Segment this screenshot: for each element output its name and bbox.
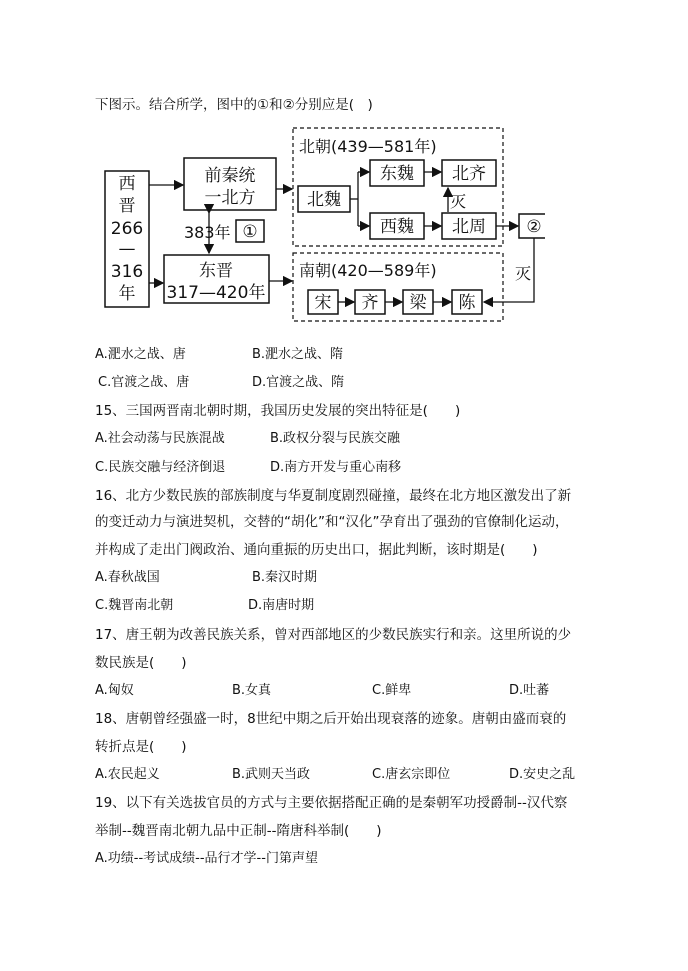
dongjin-years: 317—420年	[166, 283, 266, 303]
q17-option-a: A.匈奴	[95, 683, 134, 698]
xijin-char-1: 西	[118, 174, 136, 194]
chen: 陈	[458, 293, 476, 313]
q17-stem-line-2: 数民族是( )	[95, 655, 187, 671]
q16-option-a: A.春秋战国	[95, 570, 160, 585]
xijin-char-year: 年	[118, 284, 136, 304]
blank-1: ①	[242, 222, 258, 242]
q18-stem-line-2: 转折点是( )	[95, 739, 187, 755]
dynasty-flow-diagram	[100, 125, 545, 325]
qianqin-line-2: 一北方	[204, 188, 256, 208]
question-intro: 下图示。结合所学，图中的①和②分别应是( )	[95, 97, 373, 113]
q15-option-c: C.民族交融与经济倒退	[95, 460, 226, 475]
q16-stem-line-2: 的变迁动力与演进契机，交替的“胡化”和“汉化”孕育出了强劲的官僚制化运动，	[95, 514, 569, 530]
q16-option-b: B.秦汉时期	[252, 570, 318, 585]
q18-option-d: D.安史之乱	[509, 767, 576, 782]
mie-beizhou-beiqi: 灭	[450, 192, 467, 211]
year-383-label: 383年	[184, 223, 231, 242]
q16-stem-line-1: 16、北方少数民族的部族制度与华夏制度剧烈碰撞，最终在北方地区激发出了新	[95, 488, 572, 504]
q15-option-d: D.南方开发与重心南移	[270, 460, 402, 475]
blank-2: ②	[526, 217, 542, 237]
beiwei: 北魏	[307, 190, 341, 210]
qi: 齐	[361, 293, 379, 313]
q15-stem: 15、三国两晋南北朝时期，我国历史发展的突出特征是( )	[95, 403, 461, 419]
q14-option-d: D.官渡之战、隋	[252, 375, 345, 390]
xiwei: 西魏	[380, 217, 414, 237]
xijin-year-end: 316	[110, 262, 144, 282]
beiqi: 北齐	[452, 164, 486, 184]
q18-option-b: B.武则天当政	[232, 767, 311, 782]
nanchao-label: 南朝(420—589年)	[299, 261, 437, 280]
q19-stem-line-1: 19、以下有关选拔官员的方式与主要依据搭配正确的是秦朝军功授爵制--汉代察	[95, 795, 568, 811]
beichao-label: 北朝(439—581年)	[299, 137, 437, 156]
q14-option-b: B.淝水之战、隋	[252, 347, 344, 362]
q15-option-a: A.社会动荡与民族混战	[95, 431, 225, 446]
q17-stem-line-1: 17、唐王朝为改善民族关系，曾对西部地区的少数民族实行和亲。这里所说的少	[95, 627, 572, 643]
q17-option-c: C.鲜卑	[372, 683, 412, 698]
q17-option-d: D.吐蕃	[509, 683, 550, 698]
xijin-year-start: 266	[110, 219, 144, 239]
song: 宋	[314, 293, 332, 313]
q18-stem-line-1: 18、唐朝曾经强盛一时，8世纪中期之后开始出现衰落的迹象。唐朝由盛而衰的	[95, 711, 567, 727]
q16-option-c: C.魏晋南北朝	[95, 598, 174, 613]
q16-option-d: D.南唐时期	[248, 598, 315, 613]
q19-option-a: A.功绩--考试成绩--品行才学--门第声望	[95, 851, 318, 866]
q17-option-b: B.女真	[232, 683, 272, 698]
liang: 梁	[409, 293, 427, 313]
q16-stem-line-3: 并构成了走出门阀政治、通向重振的历史出口，据此判断，该时期是( )	[95, 542, 538, 558]
beizhou: 北周	[452, 217, 486, 237]
q19-stem-line-2: 举制--魏晋南北朝九品中正制--隋唐科举制( )	[95, 823, 382, 839]
q14-option-a: A.淝水之战、唐	[95, 347, 186, 362]
q15-option-b: B.政权分裂与民族交融	[270, 431, 401, 446]
xijin-char-2: 晋	[118, 196, 136, 216]
qianqin-line-1: 前秦统	[204, 166, 256, 186]
xijin-dash: —	[118, 239, 136, 259]
q14-option-c: C.官渡之战、唐	[98, 375, 190, 390]
mie-blank2-chen: 灭	[515, 264, 532, 283]
q18-option-c: C.唐玄宗即位	[372, 767, 451, 782]
q18-option-a: A.农民起义	[95, 767, 160, 782]
dongwei: 东魏	[380, 164, 414, 184]
dongjin-name: 东晋	[199, 261, 233, 281]
